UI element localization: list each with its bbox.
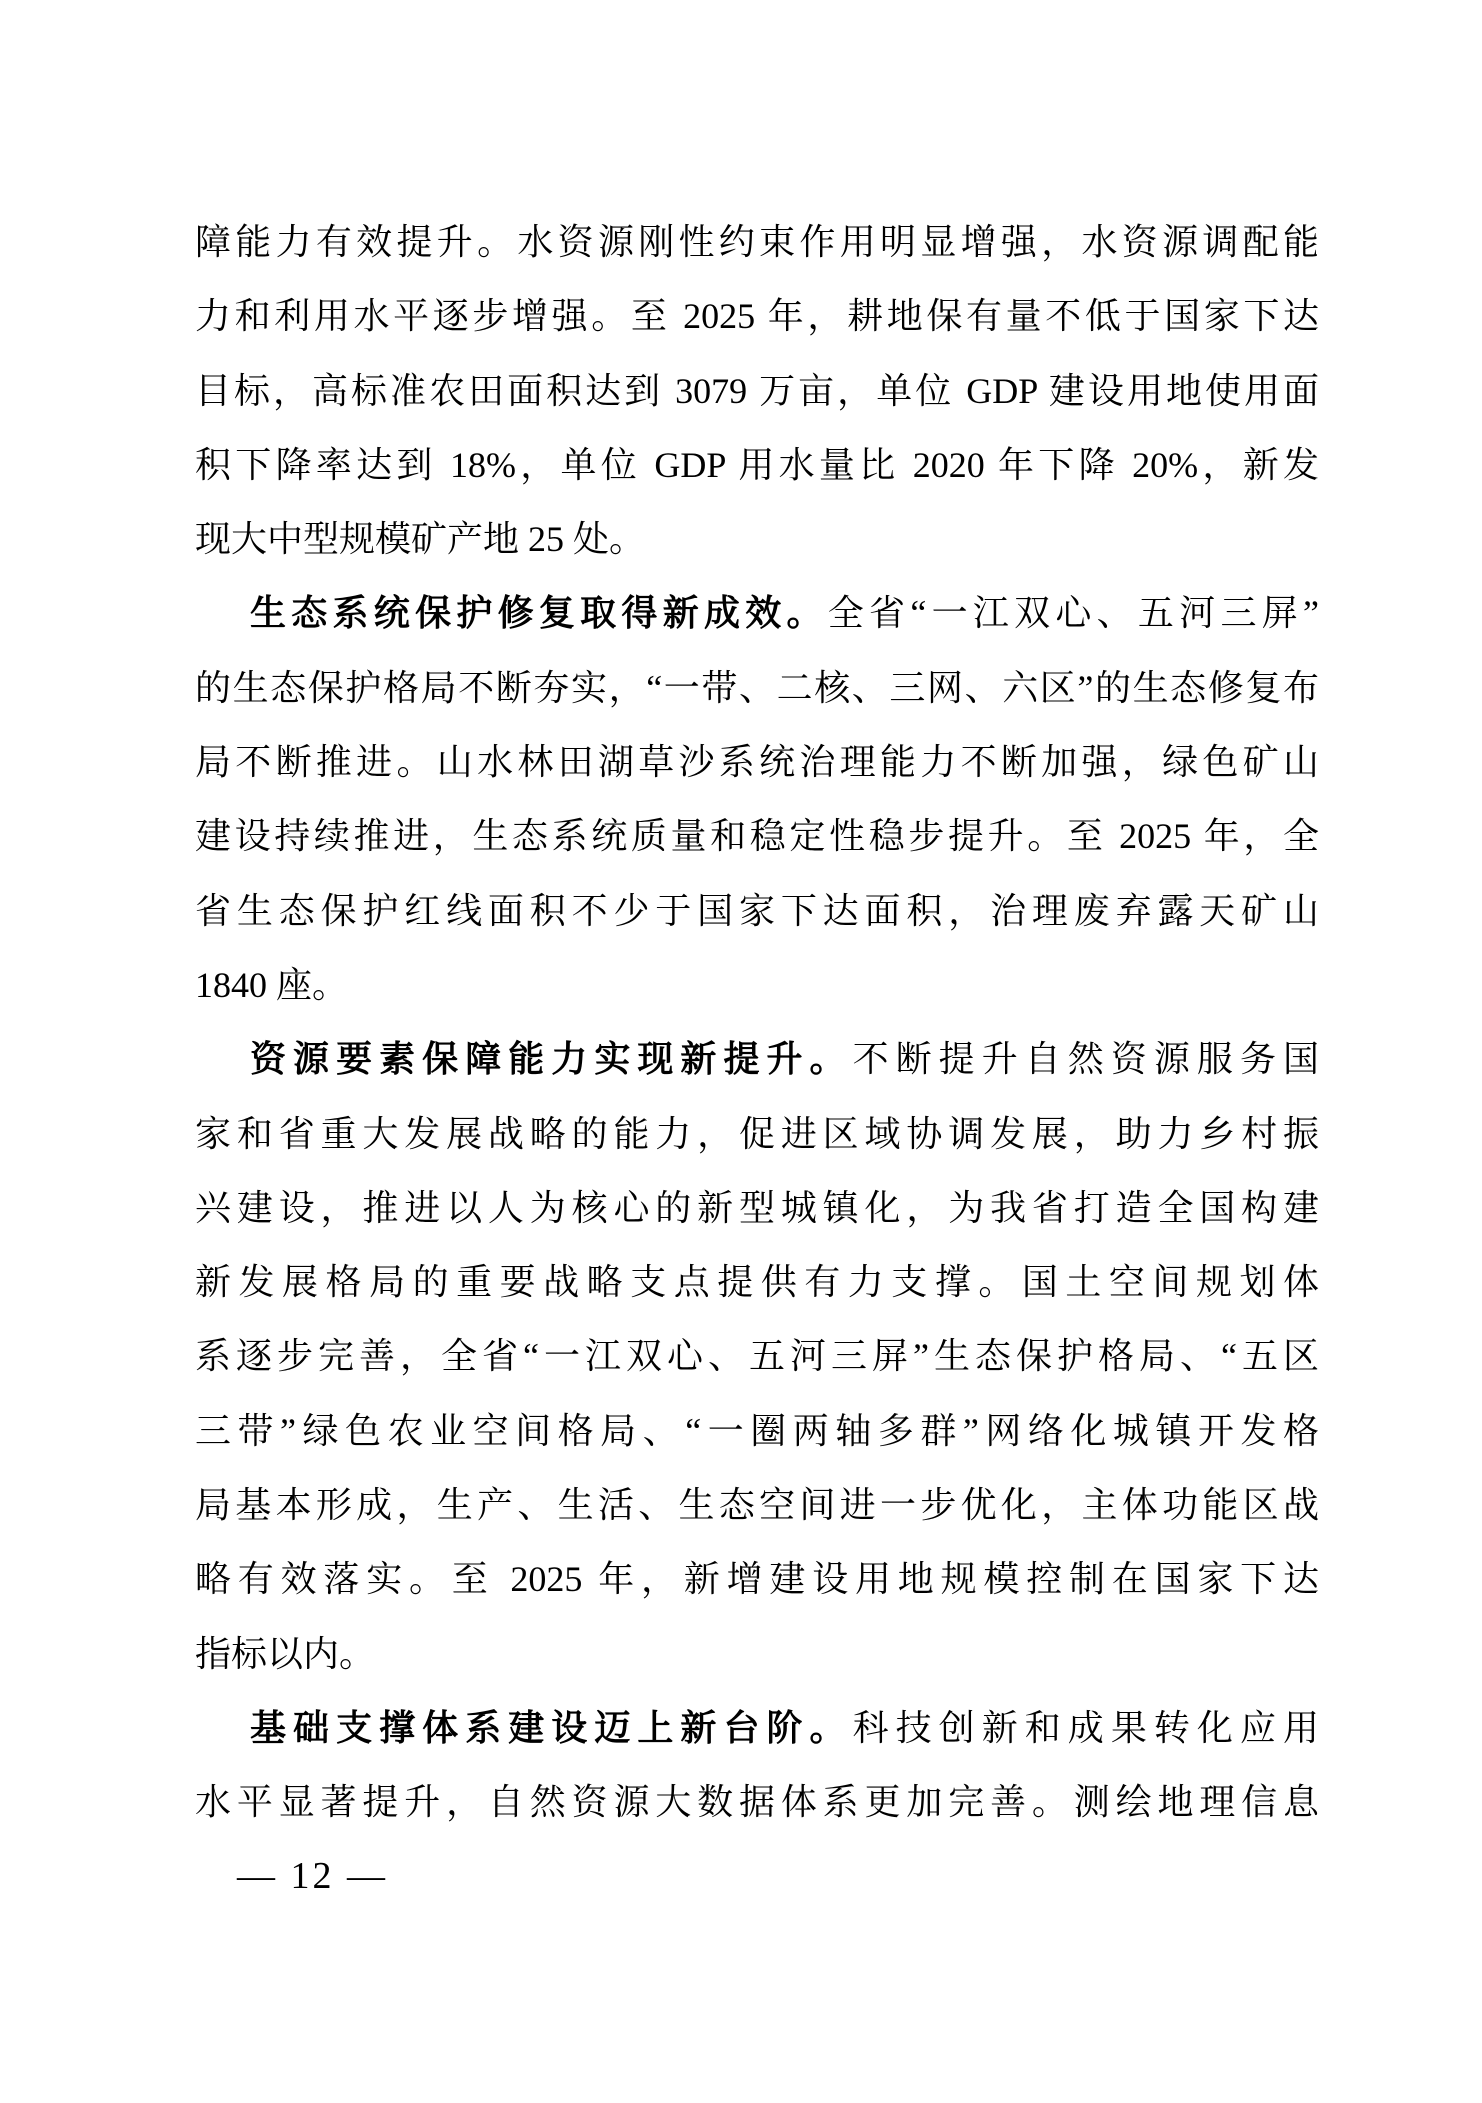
body-line: 目标，高标准农田面积达到 3079 万亩，单位 GDP 建设用地使用面 (195, 370, 1319, 411)
body-line (195, 576, 1319, 650)
body-line: 现大中型规模矿产地 25 处。 (195, 519, 646, 560)
body-line: 积下降率达到 18%，单位 GDP 用水量比 2020 年下降 20%，新发 (195, 444, 1319, 485)
paragraph-lead: 资源要素保障能力实现新提升。 (250, 1039, 853, 1080)
body-line: 家和省重大发展战略的能力，促进区域协调发展，助力乡村振 (195, 1113, 1319, 1154)
body-line: 建设持续推进，生态系统质量和稳定性稳步提升。至 2025 年，全 (195, 816, 1319, 857)
paragraph-text: 不断提升自然资源服务国 (852, 1039, 1319, 1080)
paragraph-text: 科技创新和成果转化应用 (852, 1707, 1319, 1748)
body-line: 新发展格局的重要战略支点提供有力支撑。国土空间规划体 (195, 1262, 1319, 1303)
page-number: — 12 — (237, 1855, 388, 1897)
document-body (195, 205, 1319, 1840)
body-line: 力和利用水平逐步增强。至 2025 年，耕地保有量不低于国家下达 (195, 296, 1319, 337)
body-line (195, 1022, 1319, 1096)
body-line: 1840 座。 (195, 964, 349, 1005)
paragraph-text: 全省“一江双心、五河三屏” (827, 593, 1319, 634)
body-line: 略有效落实。至 2025 年，新增建设用地规模控制在国家下达 (195, 1559, 1319, 1600)
body-line: 指标以内。 (195, 1633, 376, 1674)
body-line: 水平显著提升，自然资源大数据体系更加完善。测绘地理信息 (195, 1782, 1319, 1823)
paragraph-lead: 基础支撑体系建设迈上新台阶。 (250, 1707, 853, 1748)
body-line: 局基本形成，生产、生活、生态空间进一步优化，主体功能区战 (195, 1485, 1319, 1526)
body-line (195, 1691, 1319, 1765)
body-line: 的生态保护格局不断夯实，“一带、二核、三网、六区”的生态修复布 (195, 667, 1319, 708)
body-line: 障能力有效提升。水资源刚性约束作用明显增强，水资源调配能 (195, 222, 1319, 262)
paragraph-lead: 生态系统保护修复取得新成效。 (250, 593, 828, 634)
body-line: 兴建设，推进以人为核心的新型城镇化，为我省打造全国构建 (195, 1187, 1319, 1228)
body-line: 系逐步完善，全省“一江双心、五河三屏”生态保护格局、“五区 (195, 1336, 1319, 1377)
body-line: 局不断推进。山水林田湖草沙系统治理能力不断加强，绿色矿山 (195, 742, 1319, 783)
body-line: 省生态保护红线面积不少于国家下达面积，治理废弃露天矿山 (195, 890, 1319, 931)
body-line: 三带”绿色农业空间格局、“一圈两轴多群”网络化城镇开发格 (195, 1410, 1319, 1451)
